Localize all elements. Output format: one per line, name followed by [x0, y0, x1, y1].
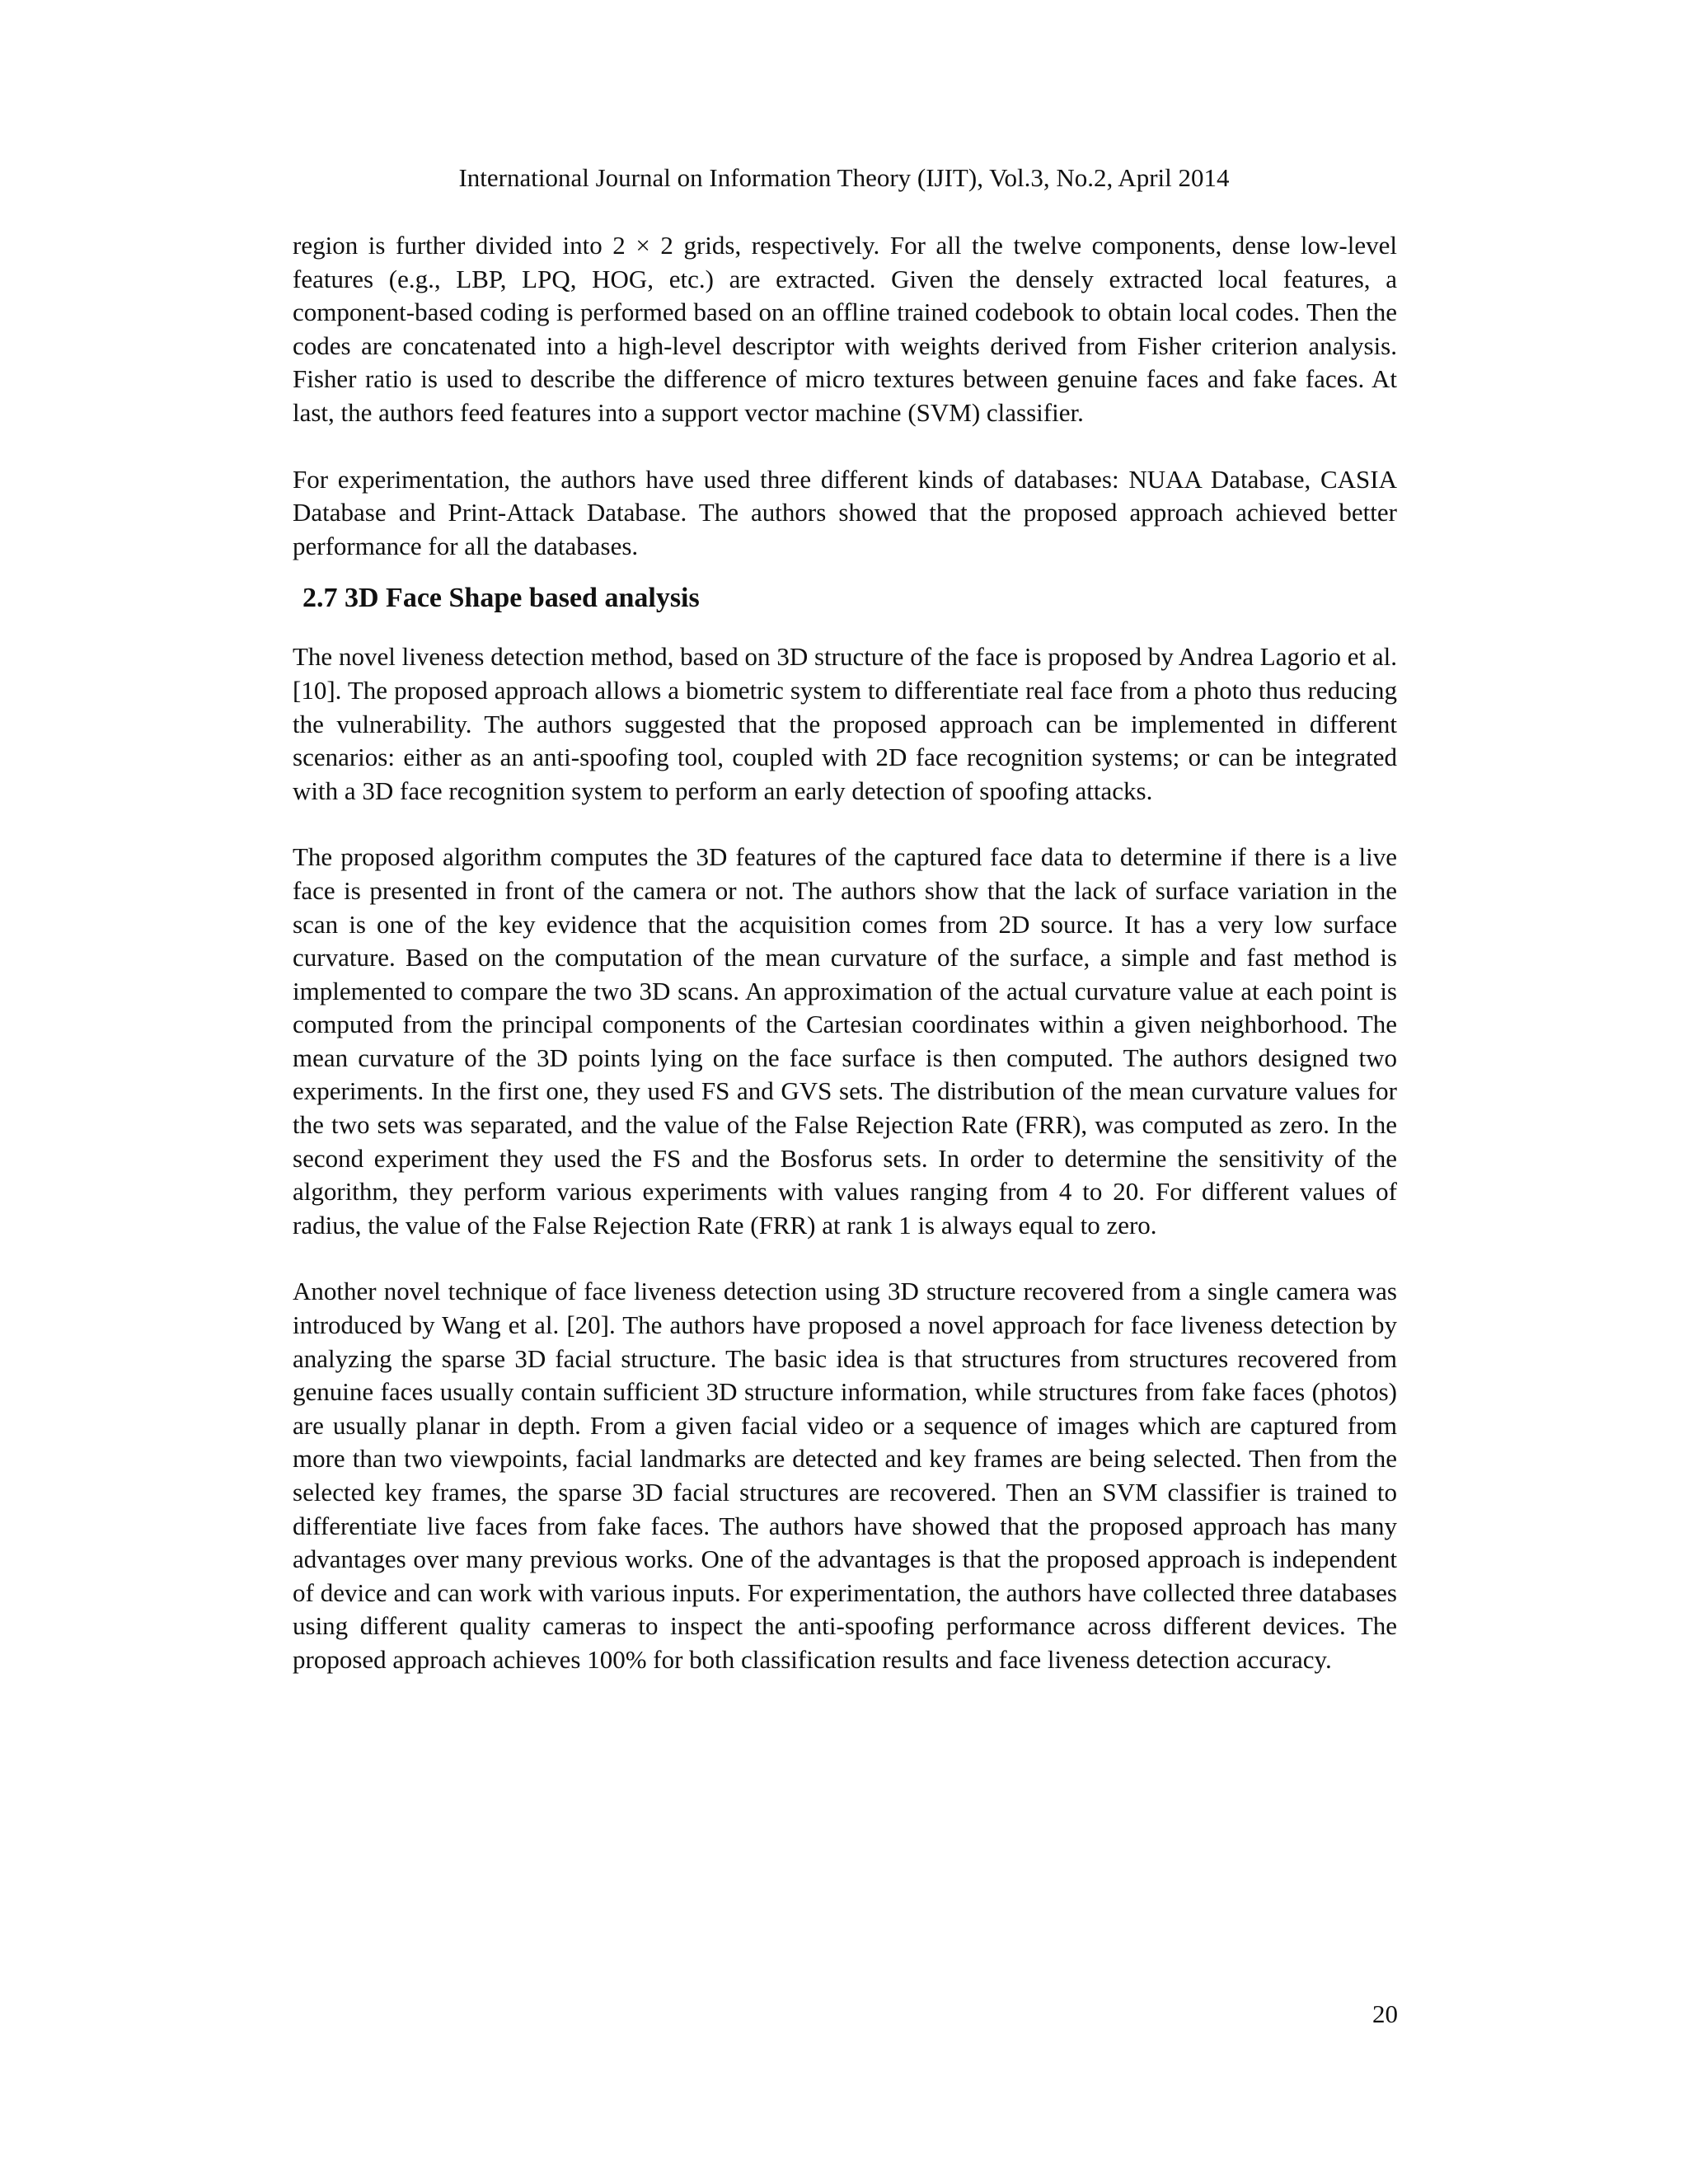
- paragraph-1: region is further divided into 2 × 2 grids, respectively. For all the twelve components, dense low-level features (e.g., LBP, LPQ, HOG, etc.) are extracted. Given the densely extracted local features, a component-based coding is performed based on an offline trained codebook to obtain local codes. Then the codes are concatenated into a high-level descriptor with weights derived from Fisher criterion analysis. Fisher ratio is used to describe the difference of micro textures between genuine faces and fake faces. At last, the authors feed features into a support vector machine (SVM) classifier.: [293, 231, 1397, 427]
- paragraph-2: For experimentation, the authors have used three different kinds of databases: NUAA Database, CASIA Database and Print-Attack Database. The authors showed that the proposed approach achieved better performance for all the databases.: [293, 464, 1397, 560]
- body-text: [293, 229, 1397, 1677]
- paragraph-gap: [293, 430, 1397, 463]
- paragraph-4: The proposed algorithm computes the 3D features of the captured face data to determine if there is a live face is presented in front of the camera or not. The authors show that the lack of surface variation in the scan is one of the key evidence that the acquisition comes from 2D source. It has a very low surface curvature. Based on the computation of the mean curvature of the surface, a simple and fast method is implemented to compare the two 3D scans. An approximation of the actual curvature value at each point is computed from the principal components of the Cartesian coordinates within a given neighborhood. The mean curvature of the 3D points lying on the face surface is then computed. The authors designed two experiments. In the first one, they used FS and GVS sets. The distribution of the mean curvature values for the two sets was separated, and the value of the False Rejection Rate (FRR), was computed as zero. In the second experiment they used the FS and the Bosforus sets. In order to determine the sensitivity of the algorithm, they perform various experiments with values ranging from 4 to 20. For different values of radius, the value of the False Rejection Rate (FRR) at rank 1 is always equal to zero.: [293, 842, 1397, 1240]
- section-heading: 2.7 3D Face Shape based analysis: [302, 583, 700, 614]
- running-header: International Journal on Information Theory (IJIT), Vol.3, No.2, April 2014: [458, 163, 1230, 192]
- paragraph-gap: [293, 1242, 1397, 1275]
- paragraph-gap: [293, 808, 1397, 841]
- paragraph-3: The novel liveness detection method, based on 3D structure of the face is proposed by Andrea Lagorio et al. [10]. The proposed approach allows a biometric system to differentiate real face from a photo thus reducing the vulnerability. The authors suggested that the proposed approach can be implemented in different scenarios: either as an anti-spoofing tool, coupled with 2D face recognition systems; or can be integrated with a 3D face recognition system to perform an early detection of spoofing attacks.: [293, 642, 1397, 805]
- page-number: 20: [1372, 1999, 1398, 2028]
- paragraph-5: Another novel technique of face liveness detection using 3D structure recovered from a single camera was introduced by Wang et al. [20]. The authors have proposed a novel approach for face liveness detection by analyzing the sparse 3D facial structure. The basic idea is that structures from structures recovered from genuine faces usually contain sufficient 3D structure information, while structures from fake faces (photos) are usually planar in depth. From a given facial video or a sequence of images which are captured from more than two viewpoints, facial landmarks are detected and key frames are being selected. Then from the selected key frames, the sparse 3D facial structures are recovered. Then an SVM classifier is trained to differentiate live faces from fake faces. The authors have showed that the proposed approach has many advantages over many previous works. One of the advantages is that the proposed approach is independent of device and can work with various inputs. For experimentation, the authors have collected three databases using different quality cameras to inspect the anti-spoofing performance across different devices. The proposed approach achieves 100% for both classification results and face liveness detection accuracy.: [293, 1277, 1397, 1674]
